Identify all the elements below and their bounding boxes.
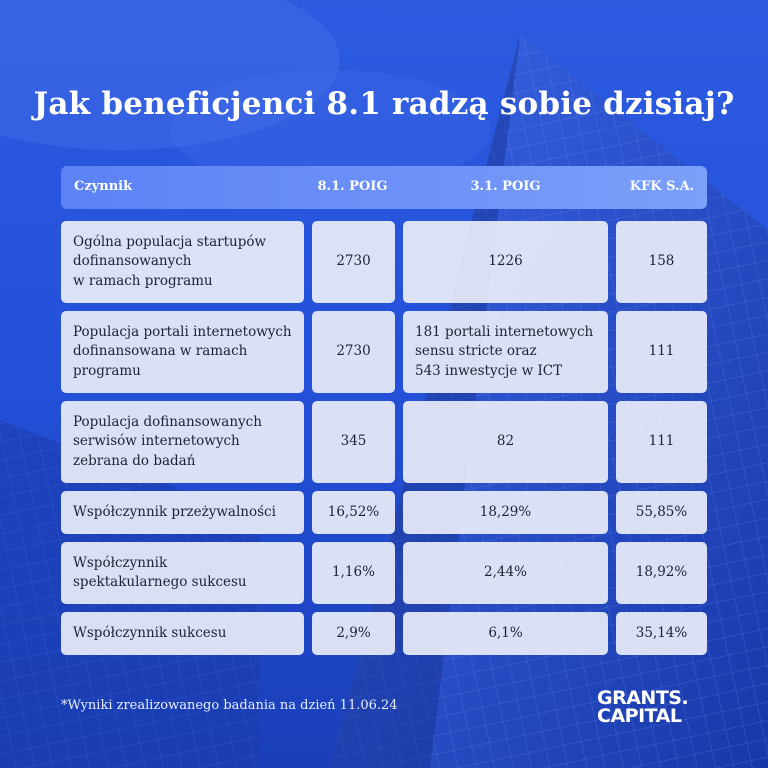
table-header: [61, 166, 707, 209]
logo-line-1: GRANTS.: [597, 687, 689, 709]
table-cell-poig-81: 1,16%: [312, 542, 395, 604]
table-cell-poig-31: 181 portali internetowych sensu stricte oraz 543 inwestycje w ICT: [403, 311, 608, 393]
header-poig-81: 8.1. POIG: [317, 179, 388, 194]
table-cell-kfk: 35,14%: [616, 612, 707, 655]
table-cell-poig-31: 18,29%: [403, 491, 608, 534]
table-cell-kfk: 18,92%: [616, 542, 707, 604]
table-cell-poig-81: 345: [312, 401, 395, 483]
grants-capital-logo: [597, 689, 688, 725]
table-cell-factor: Współczynnik sukcesu: [61, 612, 304, 655]
table-cell-poig-81: 16,52%: [312, 491, 395, 534]
header-kfk: KFK S.A.: [629, 179, 695, 194]
table-cell-kfk: 158: [616, 221, 707, 303]
table-cell-poig-31: 1226: [403, 221, 608, 303]
logo-line-2: CAPITAL: [597, 705, 682, 727]
header-factor: Czynnik: [74, 179, 133, 194]
table-cell-factor: Ogólna populacja startupów dofinansowanych w ramach programu: [61, 221, 304, 303]
table-cell-poig-81: 2730: [312, 311, 395, 393]
header-poig-31: 3.1. POIG: [470, 179, 541, 194]
table-cell-poig-31: 82: [403, 401, 608, 483]
table-cell-kfk: 111: [616, 311, 707, 393]
table-cell-kfk: 55,85%: [616, 491, 707, 534]
table-cell-poig-81: 2730: [312, 221, 395, 303]
table-cell-factor: Współczynnik przeżywalności: [61, 491, 304, 534]
table-cell-factor: Populacja dofinansowanych serwisów internetowych zebrana do badań: [61, 401, 304, 483]
footnote: *Wyniki zrealizowanego badania na dzień 11.06.24: [61, 698, 398, 713]
table-cell-poig-31: 6,1%: [403, 612, 608, 655]
table-cell-poig-31: 2,44%: [403, 542, 608, 604]
table-cell-factor: Populacja portali internetowych dofinansowana w ramach programu: [61, 311, 304, 393]
page-title: Jak beneficjenci 8.1 radzą sobie dzisiaj?: [33, 86, 735, 122]
table-cell-poig-81: 2,9%: [312, 612, 395, 655]
table-cell-factor: Współczynnik spektakularnego sukcesu: [61, 542, 304, 604]
table-cell-kfk: 111: [616, 401, 707, 483]
